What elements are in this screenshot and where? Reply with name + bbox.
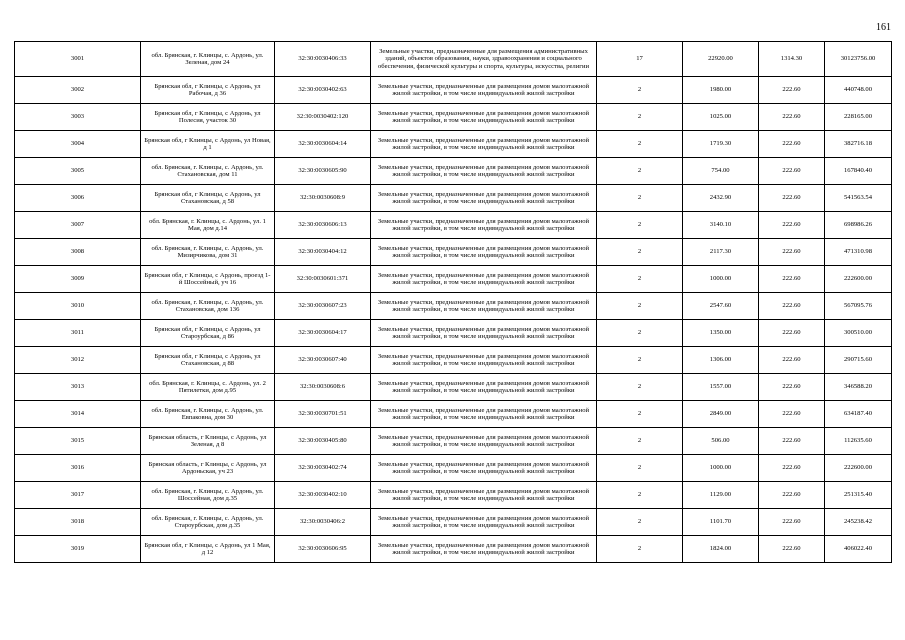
address-cell: Брянская обл, г Клинцы, с Ардонь, ул Полесия, участок 30 [141,104,275,131]
row-number-cell: 3002 [15,77,141,104]
cadastral-number-cell: 32:30:0030608:9 [275,185,371,212]
land-use-purpose-cell: Земельные участки, предназначенные для размещения домов малоэтажной жилой застройки, в том числе индивидуальной жилой застройки [371,347,597,374]
address-cell: Брянская обл, г Клинцы, с Ардонь, ул Староурбская, д 86 [141,320,275,347]
cadastral-value-cell: 541563.54 [825,185,892,212]
row-number-cell: 3010 [15,293,141,320]
group-code-cell: 2 [597,185,683,212]
area-cell: 1025.00 [683,104,759,131]
table-row [15,536,892,563]
land-use-purpose-cell: Земельные участки, предназначенные для размещения домов малоэтажной жилой застройки, в том числе индивидуальной жилой застройки [371,482,597,509]
area-cell: 1306.00 [683,347,759,374]
land-use-purpose-cell: Земельные участки, предназначенные для размещения домов малоэтажной жилой застройки, в том числе индивидуальной жилой застройки [371,428,597,455]
table-row [15,455,892,482]
specific-value-cell: 222.60 [759,347,825,374]
area-cell: 2432.90 [683,185,759,212]
row-number-cell: 3006 [15,185,141,212]
specific-value-cell: 222.60 [759,266,825,293]
address-cell: Брянская обл, г Клинцы, с Ардонь, ул Рабочая, д 36 [141,77,275,104]
address-cell: обл. Брянская, г. Клинцы, с. Ардонь, ул. Евпаковна, дом 30 [141,401,275,428]
table-row [15,104,892,131]
address-cell: Брянская обл, г Клинцы, с Ардонь, ул Стахановская, д 58 [141,185,275,212]
group-code-cell: 2 [597,293,683,320]
table-row [15,482,892,509]
row-number-cell: 3016 [15,455,141,482]
row-number-cell: 3013 [15,374,141,401]
cadastral-value-cell: 471310.98 [825,239,892,266]
row-number-cell: 3005 [15,158,141,185]
area-cell: 1000.00 [683,455,759,482]
cadastral-number-cell: 32:30:0030404:12 [275,239,371,266]
group-code-cell: 2 [597,266,683,293]
table-row [15,239,892,266]
address-cell: обл. Брянская, г. Клинцы, с. Ардонь, ул. Стахановская, дом 11 [141,158,275,185]
cadastral-number-cell: 32:30:0030402:74 [275,455,371,482]
land-use-purpose-cell: Земельные участки, предназначенные для размещения домов малоэтажной жилой застройки, в том числе индивидуальной жилой застройки [371,401,597,428]
group-code-cell: 2 [597,428,683,455]
area-cell: 1000.00 [683,266,759,293]
table-row [15,374,892,401]
land-use-purpose-cell: Земельные участки, предназначенные для размещения домов малоэтажной жилой застройки, в том числе индивидуальной жилой застройки [371,212,597,239]
land-use-purpose-cell: Земельные участки, предназначенные для размещения домов малоэтажной жилой застройки, в том числе индивидуальной жилой застройки [371,158,597,185]
cadastral-value-cell: 634187.40 [825,401,892,428]
cadastral-value-cell: 30123756.00 [825,42,892,77]
row-number-cell: 3004 [15,131,141,158]
cadastral-number-cell: 32:30:0030607:23 [275,293,371,320]
area-cell: 1980.00 [683,77,759,104]
land-use-purpose-cell: Земельные участки, предназначенные для размещения домов малоэтажной жилой застройки, в том числе индивидуальной жилой застройки [371,455,597,482]
land-use-purpose-cell: Земельные участки, предназначенные для размещения административных зданий, объектов образования, науки, здравоохранения и социального обеспечения, физической культуры и спорта, культуры, искусства, религии [371,42,597,77]
row-number-cell: 3018 [15,509,141,536]
area-cell: 1557.00 [683,374,759,401]
cadastral-value-cell: 290715.60 [825,347,892,374]
land-use-purpose-cell: Земельные участки, предназначенные для размещения домов малоэтажной жилой застройки, в том числе индивидуальной жилой застройки [371,536,597,563]
group-code-cell: 2 [597,509,683,536]
address-cell: обл. Брянская, г. Клинцы, с. Ардонь, ул. 1 Мая, дом д.14 [141,212,275,239]
land-use-purpose-cell: Земельные участки, предназначенные для размещения домов малоэтажной жилой застройки, в том числе индивидуальной жилой застройки [371,239,597,266]
specific-value-cell: 222.60 [759,239,825,266]
row-number-cell: 3003 [15,104,141,131]
land-use-purpose-cell: Земельные участки, предназначенные для размещения домов малоэтажной жилой застройки, в том числе индивидуальной жилой застройки [371,104,597,131]
group-code-cell: 2 [597,131,683,158]
area-cell: 2849.00 [683,401,759,428]
address-cell: обл. Брянская, г. Клинцы, с. Ардонь, ул. Староурбская, дом д.35 [141,509,275,536]
specific-value-cell: 222.60 [759,428,825,455]
specific-value-cell: 222.60 [759,536,825,563]
cadastral-value-cell: 251315.40 [825,482,892,509]
land-use-purpose-cell: Земельные участки, предназначенные для размещения домов малоэтажной жилой застройки, в том числе индивидуальной жилой застройки [371,509,597,536]
group-code-cell: 2 [597,158,683,185]
group-code-cell: 2 [597,401,683,428]
registry-table [14,41,892,563]
cadastral-number-cell: 32:30:0030405:80 [275,428,371,455]
land-use-purpose-cell: Земельные участки, предназначенные для размещения домов малоэтажной жилой застройки, в том числе индивидуальной жилой застройки [371,131,597,158]
cadastral-number-cell: 32:30:0030406:33 [275,42,371,77]
row-number-cell: 3014 [15,401,141,428]
area-cell: 3140.10 [683,212,759,239]
group-code-cell: 2 [597,455,683,482]
row-number-cell: 3017 [15,482,141,509]
specific-value-cell: 1314.30 [759,42,825,77]
cadastral-value-cell: 567095.76 [825,293,892,320]
cadastral-value-cell: 222600.00 [825,455,892,482]
area-cell: 1101.70 [683,509,759,536]
cadastral-value-cell: 222600.00 [825,266,892,293]
row-number-cell: 3015 [15,428,141,455]
table-row [15,293,892,320]
group-code-cell: 2 [597,77,683,104]
specific-value-cell: 222.60 [759,185,825,212]
area-cell: 1719.30 [683,131,759,158]
cadastral-value-cell: 382716.18 [825,131,892,158]
area-cell: 22920.00 [683,42,759,77]
cadastral-number-cell: 32:30:0030608:6 [275,374,371,401]
table-row [15,42,892,77]
cadastral-number-cell: 32:30:0030606:95 [275,536,371,563]
specific-value-cell: 222.60 [759,401,825,428]
table-row [15,509,892,536]
table-row [15,401,892,428]
area-cell: 2117.30 [683,239,759,266]
cadastral-number-cell: 32:30:0030402:10 [275,482,371,509]
address-cell: Брянская обл, г Клинцы, с Ардонь, ул 1 Мая, д 12 [141,536,275,563]
cadastral-value-cell: 245238.42 [825,509,892,536]
page-number: 161 [876,22,891,33]
cadastral-value-cell: 300510.00 [825,320,892,347]
specific-value-cell: 222.60 [759,293,825,320]
address-cell: обл. Брянская, г. Клинцы, с. Ардонь, ул. 2 Пятилетки, дом д.95 [141,374,275,401]
address-cell: обл. Брянская, г. Клинцы, с. Ардонь, ул. Шоссейная, дом д.35 [141,482,275,509]
row-number-cell: 3012 [15,347,141,374]
table-row [15,266,892,293]
cadastral-value-cell: 406022.40 [825,536,892,563]
cadastral-number-cell: 32:30:0030604:17 [275,320,371,347]
specific-value-cell: 222.60 [759,158,825,185]
specific-value-cell: 222.60 [759,131,825,158]
land-use-purpose-cell: Земельные участки, предназначенные для размещения домов малоэтажной жилой застройки, в том числе индивидуальной жилой застройки [371,266,597,293]
specific-value-cell: 222.60 [759,374,825,401]
address-cell: Брянская обл, г Клинцы, с Ардонь, ул Новая, д 1 [141,131,275,158]
cadastral-value-cell: 112635.60 [825,428,892,455]
specific-value-cell: 222.60 [759,509,825,536]
specific-value-cell: 222.60 [759,77,825,104]
cadastral-number-cell: 32:30:0030601:371 [275,266,371,293]
row-number-cell: 3011 [15,320,141,347]
area-cell: 754.00 [683,158,759,185]
table-row [15,158,892,185]
cadastral-number-cell: 32:30:0030604:14 [275,131,371,158]
group-code-cell: 17 [597,42,683,77]
cadastral-number-cell: 32:30:0030605:90 [275,158,371,185]
land-use-purpose-cell: Земельные участки, предназначенные для размещения домов малоэтажной жилой застройки, в том числе индивидуальной жилой застройки [371,293,597,320]
group-code-cell: 2 [597,239,683,266]
cadastral-value-cell: 167840.40 [825,158,892,185]
table-row [15,428,892,455]
cadastral-number-cell: 32:30:0030402:120 [275,104,371,131]
group-code-cell: 2 [597,104,683,131]
group-code-cell: 2 [597,482,683,509]
cadastral-value-cell: 228165.00 [825,104,892,131]
specific-value-cell: 222.60 [759,104,825,131]
land-use-purpose-cell: Земельные участки, предназначенные для размещения домов малоэтажной жилой застройки, в том числе индивидуальной жилой застройки [371,320,597,347]
cadastral-value-cell: 698986.26 [825,212,892,239]
address-cell: обл. Брянская, г. Клинцы, с. Ардонь, ул. Стахановская, дом 136 [141,293,275,320]
row-number-cell: 3009 [15,266,141,293]
group-code-cell: 2 [597,320,683,347]
address-cell: Брянская обл, г Клинцы, с Ардонь, ул Стахановская, д 88 [141,347,275,374]
area-cell: 1129.00 [683,482,759,509]
group-code-cell: 2 [597,212,683,239]
row-number-cell: 3001 [15,42,141,77]
address-cell: Брянская область, г Клинцы, с Ардонь, ул Ардоньская, уч 23 [141,455,275,482]
land-use-purpose-cell: Земельные участки, предназначенные для размещения домов малоэтажной жилой застройки, в том числе индивидуальной жилой застройки [371,374,597,401]
land-use-purpose-cell: Земельные участки, предназначенные для размещения домов малоэтажной жилой застройки, в том числе индивидуальной жилой застройки [371,77,597,104]
address-cell: Брянская область, г Клинцы, с Ардонь, ул Зеленая, д 8 [141,428,275,455]
cadastral-number-cell: 32:30:0030402:63 [275,77,371,104]
area-cell: 2547.60 [683,293,759,320]
group-code-cell: 2 [597,536,683,563]
area-cell: 1824.00 [683,536,759,563]
table-row [15,185,892,212]
specific-value-cell: 222.60 [759,212,825,239]
specific-value-cell: 222.60 [759,455,825,482]
table-row [15,77,892,104]
specific-value-cell: 222.60 [759,482,825,509]
cadastral-number-cell: 32:30:0030406:2 [275,509,371,536]
address-cell: обл. Брянская, г. Клинцы, с. Ардонь, ул. Мизирчикова, дом 31 [141,239,275,266]
table-row [15,320,892,347]
table-row [15,131,892,158]
specific-value-cell: 222.60 [759,320,825,347]
row-number-cell: 3007 [15,212,141,239]
address-cell: Брянская обл, г Клинцы, с Ардонь, проезд 1-й Шоссейный, уч 16 [141,266,275,293]
cadastral-value-cell: 440748.00 [825,77,892,104]
group-code-cell: 2 [597,374,683,401]
land-use-purpose-cell: Земельные участки, предназначенные для размещения домов малоэтажной жилой застройки, в том числе индивидуальной жилой застройки [371,185,597,212]
table-row [15,212,892,239]
cadastral-number-cell: 32:30:0030607:40 [275,347,371,374]
area-cell: 1350.00 [683,320,759,347]
table-body [15,42,892,563]
area-cell: 506.00 [683,428,759,455]
cadastral-value-cell: 346588.20 [825,374,892,401]
group-code-cell: 2 [597,347,683,374]
row-number-cell: 3008 [15,239,141,266]
row-number-cell: 3019 [15,536,141,563]
table-row [15,347,892,374]
cadastral-number-cell: 32:30:0030606:13 [275,212,371,239]
address-cell: обл. Брянская, г. Клинцы, с. Ардонь, ул. Зеленая, дом 24 [141,42,275,77]
cadastral-number-cell: 32:30:0030701:51 [275,401,371,428]
